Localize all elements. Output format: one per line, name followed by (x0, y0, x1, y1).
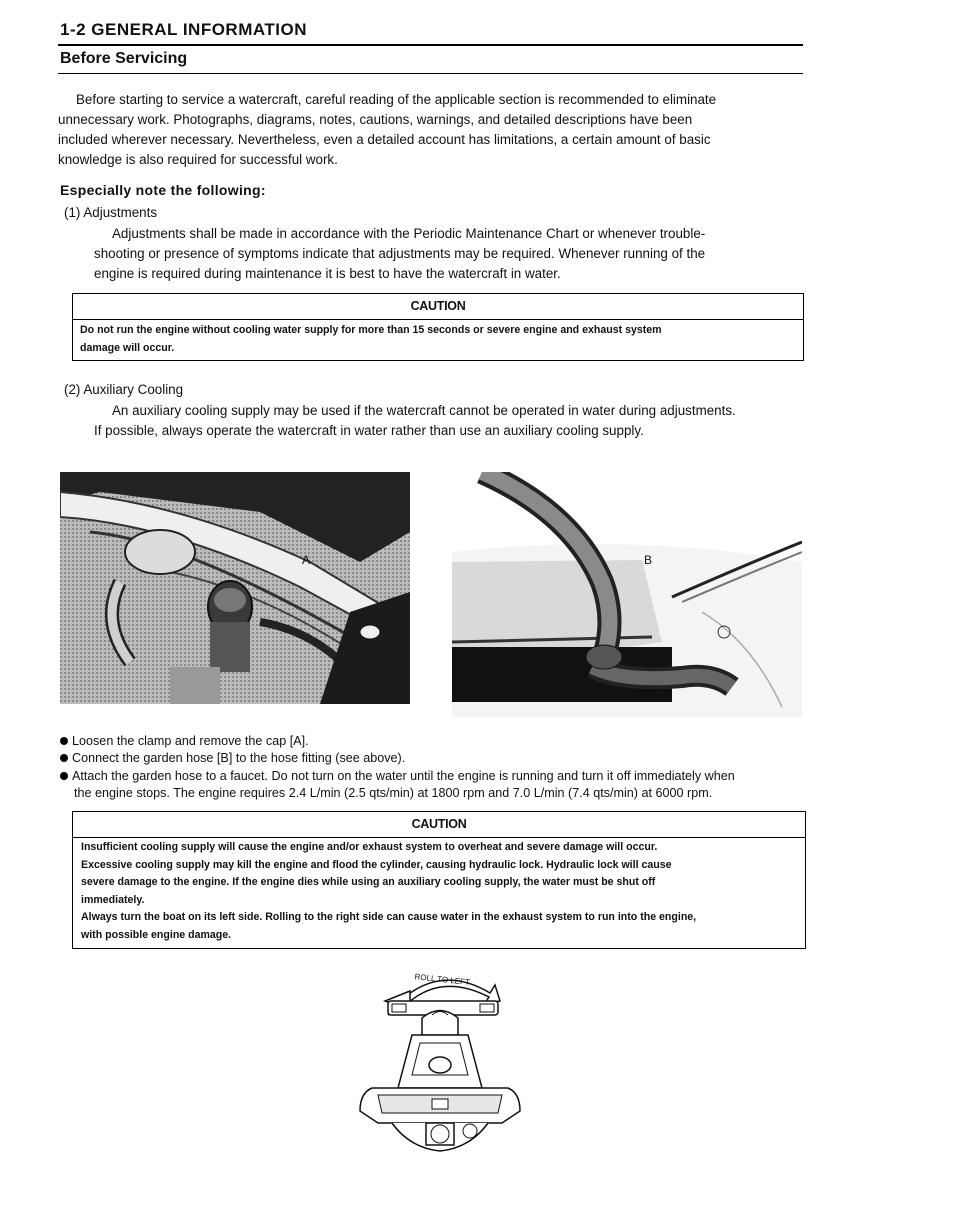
bullet-2 (60, 749, 405, 767)
item-2-label: (2) Auxiliary Cooling (64, 382, 184, 397)
bullet-3-text-line-2: the engine stops. The engine requires 2.4 L/min (2.5 qts/min) at 1800 rpm and 7.0 L/min (7.4 qts/min) at 6000 rpm. (74, 786, 713, 800)
bullet-1-dot (60, 737, 68, 745)
caution-2-heading: CAUTION (411, 817, 467, 831)
item-1-label: (1) Adjustments (64, 205, 158, 220)
intro-line-1: Before starting to service a watercraft, careful reading of the applicable section is recommended to eliminate (76, 92, 717, 107)
caution-2-line-3: severe damage to the engine. If the engine dies while using an auxiliary cooling supply, the water must be shut off (81, 876, 656, 888)
watercraft-rear-view-illustration (350, 963, 530, 1158)
bullet-2-dot (60, 754, 68, 762)
item-1-line-2: shooting or presence of symptoms indicate that adjustments may be required. Whenever running of the (94, 246, 706, 261)
photo-label-a: A (302, 553, 311, 567)
item-1-line-3: engine is required during maintenance it is best to have the watercraft in water. (94, 266, 561, 281)
bullet-2-text: Connect the garden hose [B] to the hose fitting (see above). (72, 751, 406, 765)
caution-2-line-4: immediately. (81, 893, 145, 906)
caution-1-line-1: Do not run the engine without cooling water supply for more than 15 seconds or severe engine and exhaust system (80, 324, 662, 336)
caution-box-1 (72, 293, 804, 361)
caution-2-line-2: Excessive cooling supply may kill the engine and flood the cylinder, causing hydraulic lock. Hydraulic lock will cause (81, 858, 672, 871)
item-1-line-1: Adjustments shall be made in accordance with the Periodic Maintenance Chart or whenever trouble- (112, 226, 706, 241)
intro-line-4: knowledge is also required for successful work. (58, 152, 338, 167)
caution-2-body (73, 838, 805, 944)
caution-2-line-1: Insufficient cooling supply will cause the engine and/or exhaust system to overheat and severe damage will occur. (81, 841, 658, 853)
caution-1-heading: CAUTION (410, 299, 466, 313)
section-title: Before Servicing (60, 50, 188, 67)
bullet-3-text-line-1: Attach the garden hose to a faucet. Do not turn on the water until the engine is running and turn it off immediately when (72, 769, 735, 783)
page-header-title: 1-2 GENERAL INFORMATION (60, 20, 307, 39)
roll-to-left-label: ROLL TO LEFT (414, 972, 471, 987)
photo-garden-hose (452, 472, 802, 717)
bullet-3-dot (60, 772, 68, 780)
caution-2-line-5: Always turn the boat on its left side. Rolling to the right side can cause water in the exhaust system to run into the engine, (81, 911, 697, 923)
caution-1-line-2: damage will occur. (80, 341, 175, 354)
caution-box-2 (72, 811, 806, 949)
intro-line-3: included wherever necessary. Nevertheless, even a detailed account has limitations, a certain amount of basic (58, 132, 711, 147)
photo-label-b: B (644, 553, 653, 567)
bullet-1 (60, 732, 309, 750)
hose-photo-illustration (452, 472, 802, 717)
engine-photo-illustration (60, 472, 410, 704)
caution-2-line-6: with possible engine damage. (81, 928, 232, 941)
header-rule (58, 44, 803, 46)
bullet-3 (60, 767, 735, 785)
note-heading: Especially note the following: (60, 182, 266, 198)
section-rule (58, 73, 803, 74)
photo-engine-cap (60, 472, 410, 704)
caution-1-body (73, 320, 803, 357)
item-2-line-2: If possible, always operate the watercraft in water rather than use an auxiliary cooling supply. (94, 423, 644, 438)
bullet-1-text: Loosen the clamp and remove the cap [A]. (72, 734, 309, 748)
roll-to-left-diagram (350, 963, 530, 1158)
intro-line-2: unnecessary work. Photographs, diagrams, notes, cautions, warnings, and detailed descriptions have been (58, 112, 693, 127)
item-2-line-1: An auxiliary cooling supply may be used if the watercraft cannot be operated in water during adjustments. (112, 403, 736, 418)
